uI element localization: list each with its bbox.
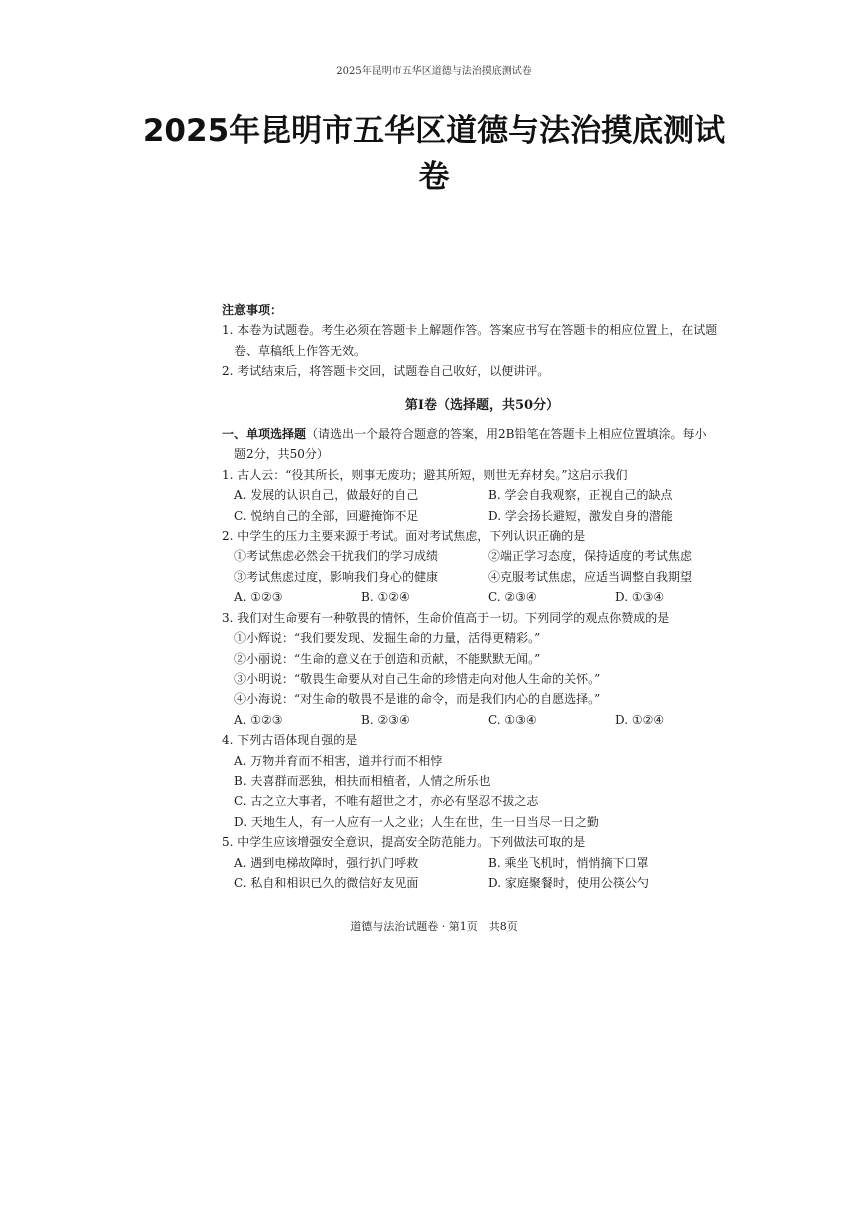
option-c: C. ②③④: [488, 590, 537, 605]
option-d: D. 天地生人，有一人应有一人之业；人生在世，生一日当尽一日之勤: [234, 814, 599, 829]
notice-item-2: 2. 考试结束后，将答题卡交回，试题卷自己收好，以便讲评。: [222, 364, 550, 379]
question-stem: 5. 中学生应该增强安全意识，提高安全防范能力。下列做法可取的是: [222, 835, 586, 850]
option-a: A. ①②③: [234, 712, 283, 727]
question-stem: 4. 下列古语体现自强的是: [222, 733, 358, 748]
option-a: A. ①②③: [234, 590, 283, 605]
option-c: C. 古之立大事者，不唯有超世之才，亦必有坚忍不拔之志: [234, 794, 539, 809]
page-header: 2025年昆明市五华区道德与法治摸底测试卷: [336, 66, 532, 77]
statement-1: ①小辉说：“我们要发现、发掘生命的力量，活得更精彩。”: [234, 631, 541, 646]
notice-item-1-cont: 卷、草稿纸上作答无效。: [234, 343, 367, 358]
statement-4: ④小海说：“对生命的敬畏不是谁的命令，而是我们内心的自愿选择。”: [234, 692, 601, 707]
option-a: A. 遇到电梯故障时，强行扒门呼救: [234, 855, 419, 870]
question-2: [222, 526, 742, 608]
question-5: [222, 832, 742, 893]
option-c: C. 私自和相识已久的微信好友见面: [234, 875, 419, 890]
notice-item-1: 1. 本卷为试题卷。考生必须在答题卡上解题作答。答案应书写在答题卡的相应位置上，在试题: [222, 323, 718, 338]
option-d: D. ①③④: [615, 590, 665, 605]
notice-title: 注意事项：: [222, 303, 283, 317]
statement-3: ③小明说：“敬畏生命要从对自己生命的珍惜走向对他人生命的关怀。”: [234, 671, 601, 686]
statement-2: ②小丽说：“生命的意义在于创造和贡献，不能默默无闻。”: [234, 651, 541, 666]
question-stem: 3. 我们对生命要有一种敬畏的情怀，生命价值高于一切。下列同学的观点你赞成的是: [222, 610, 670, 625]
page-footer: 道德与法治试题卷 · 第1页 共8页: [350, 920, 518, 933]
statement-1: ①考试焦虑必然会干扰我们的学习成绩: [234, 549, 439, 564]
part-desc-cont: 题2分，共50分）: [234, 447, 329, 462]
option-d: D. 学会扬长避短，激发自身的潜能: [488, 508, 673, 523]
option-b: B. 夫喜群而恶独，相扶而相植者，人情之所乐也: [234, 773, 491, 788]
option-b: B. ②③④: [361, 712, 410, 727]
title-line-2: 卷: [418, 159, 450, 195]
option-a: A. 万物并育而不相害，道并行而不相悖: [234, 753, 443, 768]
title-line-1: 2025年昆明市五华区道德与法治摸底测试: [142, 113, 726, 149]
option-b: B. 乘坐飞机时，悄悄摘下口罩: [488, 855, 649, 870]
exam-sheet: [222, 300, 742, 893]
part-desc: （请选出一个最符合题意的答案，用2B铅笔在答题卡上相应位置填涂。每小: [306, 427, 707, 442]
option-a: A. 发展的认识自己，做最好的自己: [234, 488, 419, 503]
statement-4: ④克服考试焦虑，应适当调整自我期望: [488, 569, 693, 584]
question-3: [222, 608, 742, 730]
option-c: C. ①③④: [488, 712, 537, 727]
document-title: [110, 108, 758, 200]
option-c: C. 悦纳自己的全部，回避掩饰不足: [234, 508, 419, 523]
option-b: B. ①②④: [361, 590, 410, 605]
notice-block: [222, 300, 742, 382]
question-1: [222, 465, 742, 526]
option-d: D. 家庭聚餐时，使用公筷公勺: [488, 875, 649, 890]
question-stem: 1. 古人云：“役其所长，则事无废功；避其所短，则世无弃材矣。”这启示我们: [222, 467, 628, 482]
statement-3: ③考试焦虑过度，影响我们身心的健康: [234, 569, 439, 584]
question-4: [222, 730, 742, 832]
part-label: 一、单项选择题: [222, 427, 307, 442]
option-b: B. 学会自我观察，正视自己的缺点: [488, 488, 673, 503]
section-title: 第Ⅰ卷（选择题，共50分）: [404, 397, 560, 413]
part-heading: [222, 424, 742, 465]
question-stem: 2. 中学生的压力主要来源于考试。面对考试焦虑，下列认识正确的是: [222, 529, 586, 544]
statement-2: ②端正学习态度，保持适度的考试焦虑: [488, 549, 693, 564]
option-d: D. ①②④: [615, 712, 665, 727]
